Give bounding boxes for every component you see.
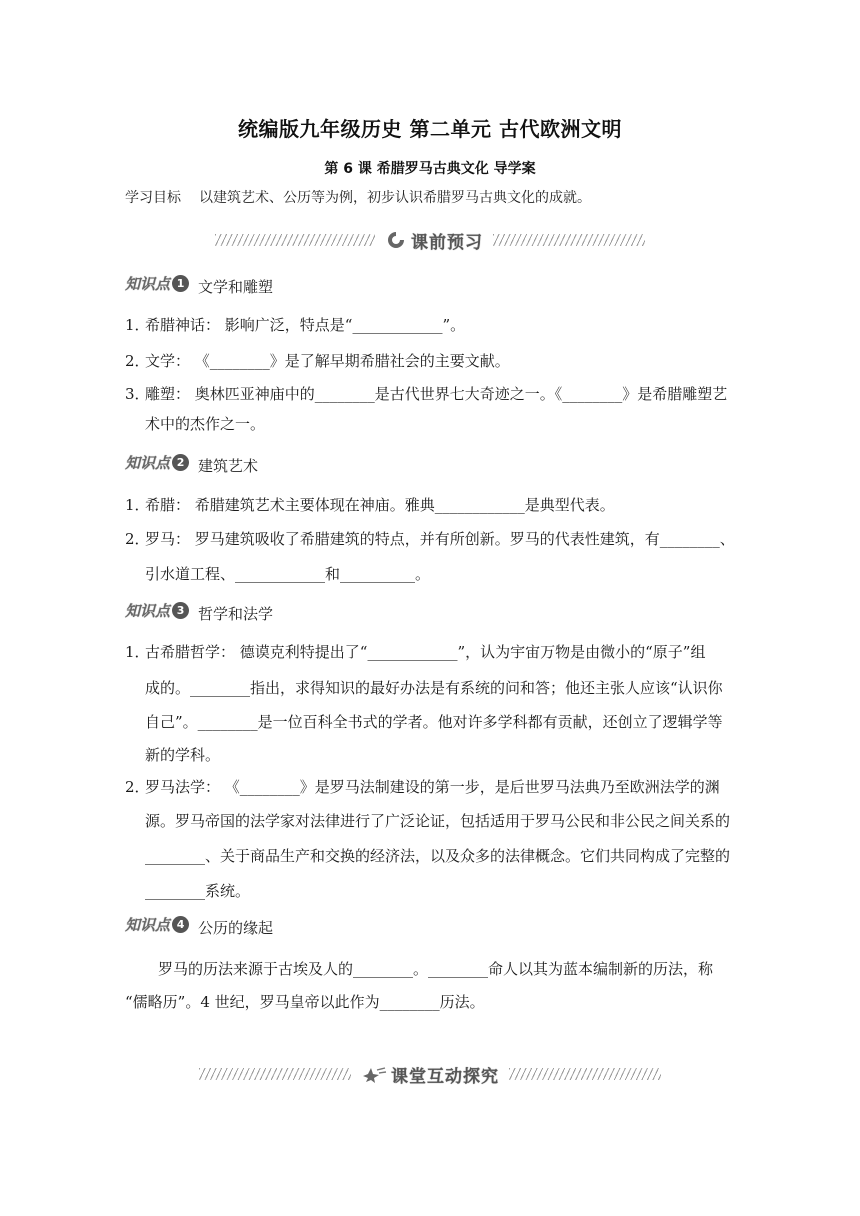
- objective-label: 学习目标: [125, 190, 181, 206]
- list-item-continuation: 新的学科。: [145, 746, 221, 764]
- knowledge-point-3-heading: [125, 600, 273, 621]
- list-item: 1．希腊： 希腊建筑艺术主要体现在神庙。雅典____________是典型代表。: [125, 496, 615, 514]
- preview-banner-label: 课前预习: [411, 232, 483, 253]
- preview-banner: [0, 227, 860, 253]
- knowledge-point-number-badge: 1: [172, 275, 189, 292]
- knowledge-point-title: 哲学和法学: [198, 605, 274, 623]
- knowledge-point-number-badge: 2: [172, 454, 189, 471]
- classroom-banner: [0, 1061, 860, 1087]
- paragraph-line: “儒略历”。4 世纪，罗马皇帝以此作为________历法。: [125, 993, 485, 1011]
- knowledge-point-2-heading: [125, 452, 258, 473]
- knowledge-point-4-heading: [125, 914, 273, 935]
- preview-banner-title: [385, 228, 483, 253]
- knowledge-point-1-heading: [125, 273, 273, 294]
- classroom-banner-label: 课堂互动探究: [391, 1066, 499, 1087]
- list-item-continuation: ________、关于商品生产和交换的经济法，以及众多的法律概念。它们共同构成了完整的: [145, 847, 731, 865]
- knowledge-point-number-badge: 4: [172, 916, 189, 933]
- knowledge-point-label: 知识点: [125, 602, 171, 620]
- swirl-icon: [385, 230, 407, 250]
- list-item-continuation: 源。罗马帝国的法学家对法律进行了广泛论证，包括适用于罗马公民和非公民之间关系的: [145, 812, 731, 830]
- page-title: 统编版九年级历史 第二单元 古代欧洲文明: [238, 117, 622, 141]
- paragraph-line: 罗马的历法来源于古埃及人的________。________命人以其为蓝本编制新的历法，称: [158, 960, 714, 978]
- knowledge-point-label: 知识点: [125, 916, 171, 934]
- list-item: 3．雕塑： 奥林匹亚神庙中的________是古代世界七大奇迹之一。《________》是希腊雕塑艺: [125, 385, 728, 403]
- knowledge-point-label: 知识点: [125, 275, 171, 293]
- list-item-continuation: 引水道工程、____________和__________。: [145, 565, 431, 583]
- list-item: 1．希腊神话： 影响广泛，特点是“____________”。: [125, 316, 466, 334]
- lesson-subtitle: 第 6 课 希腊罗马古典文化 导学案: [324, 161, 536, 177]
- knowledge-point-title: 文学和雕塑: [198, 278, 274, 296]
- star-icon: [361, 1064, 387, 1084]
- objective-text: 以建筑艺术、公历等为例，初步认识希腊罗马古典文化的成就。: [199, 190, 591, 206]
- knowledge-point-title: 公历的缘起: [198, 919, 274, 937]
- list-item: 2．罗马： 罗马建筑吸收了希腊建筑的特点，并有所创新。罗马的代表性建筑，有________、: [125, 530, 735, 548]
- hatch-decoration-left: [215, 234, 375, 246]
- list-item-continuation: ________系统。: [145, 882, 251, 900]
- list-item: 2．罗马法学： 《________》是罗马法制建设的第一步，是后世罗马法典乃至欧洲法学的渊: [125, 778, 720, 796]
- list-item-continuation: 术中的杰作之一。: [145, 415, 266, 433]
- knowledge-point-number-badge: 3: [172, 602, 189, 619]
- list-item: 1．古希腊哲学： 德谟克利特提出了“____________”，认为宇宙万物是由微小的“原子”组: [125, 643, 706, 661]
- knowledge-point-title: 建筑艺术: [198, 457, 259, 475]
- learning-objective: [125, 187, 591, 207]
- classroom-banner-title: [361, 1062, 499, 1087]
- hatch-decoration-right: [509, 1068, 661, 1080]
- list-item-continuation: 自己”。________是一位百科全书式的学者。他对许多学科都有贡献，还创立了逻辑学等: [145, 713, 723, 731]
- list-item-continuation: 成的。________指出，求得知识的最好办法是有系统的问和答；他还主张人应该“认识你: [145, 679, 723, 697]
- knowledge-point-label: 知识点: [125, 454, 171, 472]
- hatch-decoration-right: [493, 234, 645, 246]
- list-item: 2．文学： 《________》是了解早期希腊社会的主要文献。: [125, 352, 510, 370]
- hatch-decoration-left: [199, 1068, 351, 1080]
